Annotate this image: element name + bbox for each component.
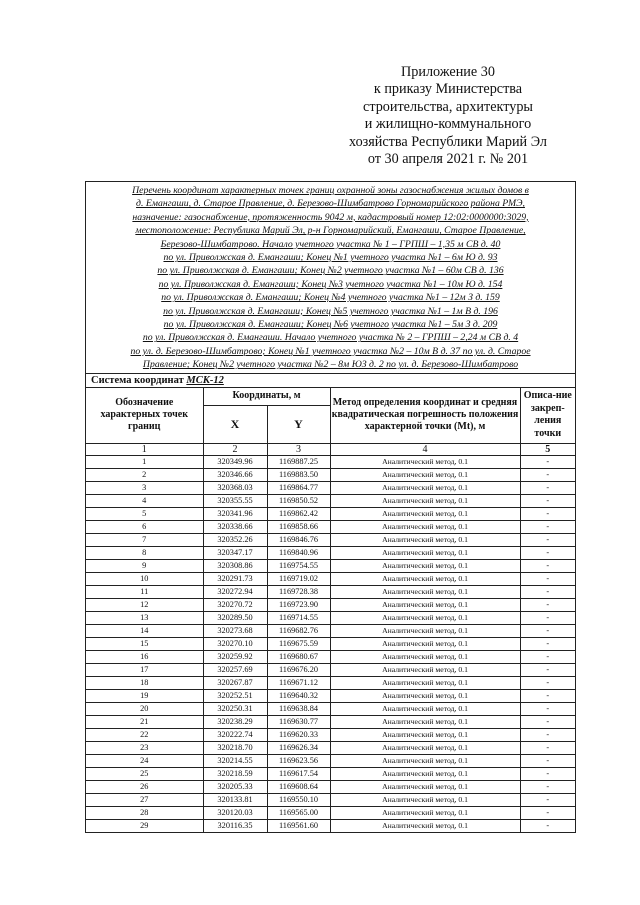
- fixing-description-cell: -: [520, 663, 575, 676]
- method-cell: Аналитический метод, 0.1: [330, 650, 520, 663]
- x-coordinate: 320218.59: [203, 767, 267, 780]
- fixing-description-cell: -: [520, 481, 575, 494]
- y-coordinate: 1169608.64: [267, 780, 330, 793]
- x-coordinate: 320267.87: [203, 676, 267, 689]
- y-coordinate: 1169840.96: [267, 546, 330, 559]
- column-number: 2: [203, 443, 267, 455]
- table-row: [86, 650, 575, 663]
- fixing-description-cell: -: [520, 676, 575, 689]
- y-coordinate: 1169846.76: [267, 533, 330, 546]
- fixing-description-cell: -: [520, 793, 575, 806]
- x-coordinate: 320259.92: [203, 650, 267, 663]
- method-cell: Аналитический метод, 0.1: [330, 611, 520, 624]
- method-cell: Аналитический метод, 0.1: [330, 767, 520, 780]
- x-coordinate: 320272.94: [203, 585, 267, 598]
- method-cell: Аналитический метод, 0.1: [330, 689, 520, 702]
- fixing-description-cell: -: [520, 650, 575, 663]
- table-row: [86, 494, 575, 507]
- y-coordinate: 1169638.84: [267, 702, 330, 715]
- y-coordinate: 1169864.77: [267, 481, 330, 494]
- y-coordinate: 1169550.10: [267, 793, 330, 806]
- table-row: [86, 546, 575, 559]
- table-row: [86, 559, 575, 572]
- header-line: хозяйства Республики Марий Эл: [349, 133, 547, 150]
- table-row: [86, 520, 575, 533]
- y-coordinate: 1169676.20: [267, 663, 330, 676]
- method-cell: Аналитический метод, 0.1: [330, 676, 520, 689]
- description-line: по ул. д. Березово-Шимбатрово; Конец №1 учетного участка №2 – 10м В д. 37 по ул. д. Старое: [130, 345, 531, 357]
- coordinates-table: [86, 388, 575, 832]
- fixing-description-cell: -: [520, 520, 575, 533]
- header-method: Метод определения координат и средняя квадратическая погрешность положения характерной точки (Mt), м: [330, 388, 520, 444]
- description-line: местоположение: Республика Марий Эл, р-н Горномарийский, Емангаши, Старое Правление,: [135, 225, 526, 237]
- y-coordinate: 1169565.00: [267, 806, 330, 819]
- point-number: 27: [86, 793, 203, 806]
- table-row: [86, 455, 575, 468]
- x-coordinate: 320346.66: [203, 468, 267, 481]
- header-line: от 30 апреля 2021 г. № 201: [367, 151, 529, 168]
- y-coordinate: 1169623.56: [267, 754, 330, 767]
- table-row: [86, 689, 575, 702]
- fixing-description-cell: -: [520, 559, 575, 572]
- header-x: X: [203, 405, 267, 443]
- table-row: [86, 741, 575, 754]
- y-coordinate: 1169626.34: [267, 741, 330, 754]
- method-cell: Аналитический метод, 0.1: [330, 481, 520, 494]
- table-row: [86, 806, 575, 819]
- object-description: [86, 182, 575, 374]
- x-coordinate: 320238.29: [203, 715, 267, 728]
- table-row: [86, 754, 575, 767]
- column-number: 3: [267, 443, 330, 455]
- x-coordinate: 320250.31: [203, 702, 267, 715]
- fixing-description-cell: -: [520, 494, 575, 507]
- x-coordinate: 320116.35: [203, 819, 267, 832]
- table-row: [86, 468, 575, 481]
- method-cell: Аналитический метод, 0.1: [330, 559, 520, 572]
- y-coordinate: 1169883.50: [267, 468, 330, 481]
- coordinate-system-value: МСК-12: [186, 374, 224, 386]
- description-line: Правление; Конец №2 учетного участка №2 – 8м ЮЗ д. 2 по ул. д. Березово-Шимбатрово: [142, 359, 519, 371]
- method-cell: Аналитический метод, 0.1: [330, 468, 520, 481]
- header-line: Приложение 30: [401, 64, 495, 80]
- fixing-description-cell: -: [520, 689, 575, 702]
- fixing-description-cell: -: [520, 806, 575, 819]
- header-line: к приказу Министерства: [373, 81, 523, 98]
- point-number: 3: [86, 481, 203, 494]
- x-coordinate: 320257.69: [203, 663, 267, 676]
- x-coordinate: 320222.74: [203, 728, 267, 741]
- fixing-description-cell: -: [520, 455, 575, 468]
- fixing-description-cell: -: [520, 624, 575, 637]
- fixing-description-cell: -: [520, 702, 575, 715]
- table-row: [86, 611, 575, 624]
- point-number: 23: [86, 741, 203, 754]
- point-number: 8: [86, 546, 203, 559]
- x-coordinate: 320270.10: [203, 637, 267, 650]
- y-coordinate: 1169640.32: [267, 689, 330, 702]
- table-row: [86, 533, 575, 546]
- column-number: 4: [330, 443, 520, 455]
- y-coordinate: 1169850.52: [267, 494, 330, 507]
- x-coordinate: 320120.03: [203, 806, 267, 819]
- point-number: 26: [86, 780, 203, 793]
- fixing-description-cell: -: [520, 728, 575, 741]
- point-number: 16: [86, 650, 203, 663]
- method-cell: Аналитический метод, 0.1: [330, 533, 520, 546]
- point-number: 21: [86, 715, 203, 728]
- point-number: 25: [86, 767, 203, 780]
- table-row: [86, 637, 575, 650]
- x-coordinate: 320218.70: [203, 741, 267, 754]
- point-number: 7: [86, 533, 203, 546]
- point-number: 13: [86, 611, 203, 624]
- method-cell: Аналитический метод, 0.1: [330, 819, 520, 832]
- x-coordinate: 320347.17: [203, 546, 267, 559]
- header-line: строительства, архитектуры: [363, 98, 533, 115]
- fixing-description-cell: -: [520, 611, 575, 624]
- x-coordinate: 320214.55: [203, 754, 267, 767]
- point-number: 24: [86, 754, 203, 767]
- fixing-description-cell: -: [520, 546, 575, 559]
- method-cell: Аналитический метод, 0.1: [330, 507, 520, 520]
- table-row: [86, 819, 575, 832]
- method-cell: Аналитический метод, 0.1: [330, 715, 520, 728]
- table-row: [86, 715, 575, 728]
- x-coordinate: 320291.73: [203, 572, 267, 585]
- method-cell: Аналитический метод, 0.1: [330, 546, 520, 559]
- header-fixing-description: Описа-ние закреп-ления точки: [520, 388, 575, 444]
- fixing-description-cell: -: [520, 468, 575, 481]
- column-number: 1: [86, 443, 203, 455]
- y-coordinate: 1169714.55: [267, 611, 330, 624]
- y-coordinate: 1169858.66: [267, 520, 330, 533]
- table-row: [86, 702, 575, 715]
- table-row: [86, 728, 575, 741]
- point-number: 4: [86, 494, 203, 507]
- point-number: 5: [86, 507, 203, 520]
- table-row: [86, 767, 575, 780]
- point-number: 18: [86, 676, 203, 689]
- point-number: 9: [86, 559, 203, 572]
- fixing-description-cell: -: [520, 598, 575, 611]
- x-coordinate: 320205.33: [203, 780, 267, 793]
- table-row: [86, 585, 575, 598]
- table-row: [86, 598, 575, 611]
- y-coordinate: 1169620.33: [267, 728, 330, 741]
- fixing-description-cell: -: [520, 507, 575, 520]
- point-number: 11: [86, 585, 203, 598]
- point-number: 14: [86, 624, 203, 637]
- method-cell: Аналитический метод, 0.1: [330, 624, 520, 637]
- fixing-description-cell: -: [520, 741, 575, 754]
- fixing-description-cell: -: [520, 754, 575, 767]
- table-row: [86, 624, 575, 637]
- x-coordinate: 320368.03: [203, 481, 267, 494]
- x-coordinate: 320308.86: [203, 559, 267, 572]
- method-cell: Аналитический метод, 0.1: [330, 793, 520, 806]
- point-number: 22: [86, 728, 203, 741]
- y-coordinate: 1169561.60: [267, 819, 330, 832]
- method-cell: Аналитический метод, 0.1: [330, 572, 520, 585]
- method-cell: Аналитический метод, 0.1: [330, 663, 520, 676]
- table-row: [86, 572, 575, 585]
- coordinates-frame: [85, 181, 576, 833]
- y-coordinate: 1169887.25: [267, 455, 330, 468]
- y-coordinate: 1169754.55: [267, 559, 330, 572]
- description-line: назначение: газоснабжение, протяженность 9042 м, кадастровый номер 12:02:0000000:3029,: [132, 211, 529, 223]
- y-coordinate: 1169630.77: [267, 715, 330, 728]
- fixing-description-cell: -: [520, 585, 575, 598]
- x-coordinate: 320341.96: [203, 507, 267, 520]
- table-row: [86, 663, 575, 676]
- x-coordinate: 320352.26: [203, 533, 267, 546]
- method-cell: Аналитический метод, 0.1: [330, 520, 520, 533]
- header-line: и жилищно-коммунального: [364, 116, 532, 133]
- description-line: по ул. Приволжская д. Емангаши. Начало учетного участка № 2 – ГРПШ – 2,24 м СВ д. 4: [142, 332, 519, 344]
- y-coordinate: 1169617.54: [267, 767, 330, 780]
- x-coordinate: 320270.72: [203, 598, 267, 611]
- y-coordinate: 1169728.38: [267, 585, 330, 598]
- fixing-description-cell: -: [520, 780, 575, 793]
- point-number: 6: [86, 520, 203, 533]
- x-coordinate: 320349.96: [203, 455, 267, 468]
- description-line: д. Емангаши, д. Старое Правление, д. Березово-Шимбатрово Горномарийского района РМЭ,: [136, 198, 525, 210]
- header-coordinates: Координаты, м: [203, 388, 330, 406]
- method-cell: Аналитический метод, 0.1: [330, 806, 520, 819]
- x-coordinate: 320252.51: [203, 689, 267, 702]
- method-cell: Аналитический метод, 0.1: [330, 754, 520, 767]
- method-cell: Аналитический метод, 0.1: [330, 741, 520, 754]
- y-coordinate: 1169723.90: [267, 598, 330, 611]
- column-number: 5: [520, 443, 575, 455]
- coordinate-system-label: Система координат: [91, 374, 184, 386]
- description-line: по ул. Приволжская д. Емангаши; Конец №6 учетного участка №1 – 5м З д. 209: [163, 319, 498, 331]
- y-coordinate: 1169862.42: [267, 507, 330, 520]
- header-point-designation: Обозначение характерных точек границ: [86, 388, 203, 444]
- description-line: по ул. Приволжская д. Емангаши; Конец №5 учетного участка №1 – 1м В д. 196: [163, 305, 498, 317]
- document-header: [328, 64, 568, 168]
- description-line: Перечень координат характерных точек границ охранной зоны газоснабжения жилых домов в: [132, 185, 529, 196]
- table-row: [86, 507, 575, 520]
- y-coordinate: 1169675.59: [267, 637, 330, 650]
- x-coordinate: 320273.68: [203, 624, 267, 637]
- point-number: 20: [86, 702, 203, 715]
- fixing-description-cell: -: [520, 715, 575, 728]
- x-coordinate: 320133.81: [203, 793, 267, 806]
- method-cell: Аналитический метод, 0.1: [330, 728, 520, 741]
- y-coordinate: 1169719.02: [267, 572, 330, 585]
- table-row: [86, 676, 575, 689]
- fixing-description-cell: -: [520, 533, 575, 546]
- method-cell: Аналитический метод, 0.1: [330, 598, 520, 611]
- point-number: 19: [86, 689, 203, 702]
- coordinate-system: [86, 374, 575, 388]
- point-number: 15: [86, 637, 203, 650]
- header-y: Y: [267, 405, 330, 443]
- description-line: по ул. Приволжская д. Емангаши; Конец №4 учетного участка №1 – 12м З д. 159: [161, 292, 500, 304]
- fixing-description-cell: -: [520, 819, 575, 832]
- point-number: 12: [86, 598, 203, 611]
- point-number: 17: [86, 663, 203, 676]
- x-coordinate: 320355.55: [203, 494, 267, 507]
- fixing-description-cell: -: [520, 637, 575, 650]
- x-coordinate: 320289.50: [203, 611, 267, 624]
- table-row: [86, 793, 575, 806]
- table-row: [86, 481, 575, 494]
- method-cell: Аналитический метод, 0.1: [330, 780, 520, 793]
- method-cell: Аналитический метод, 0.1: [330, 637, 520, 650]
- point-number: 1: [86, 455, 203, 468]
- fixing-description-cell: -: [520, 767, 575, 780]
- description-line: по ул. Приволжская д. Емангаши; Конец №2 учетного участка №1 – 60м СВ д. 136: [157, 265, 504, 277]
- method-cell: Аналитический метод, 0.1: [330, 702, 520, 715]
- method-cell: Аналитический метод, 0.1: [330, 455, 520, 468]
- point-number: 10: [86, 572, 203, 585]
- point-number: 28: [86, 806, 203, 819]
- point-number: 2: [86, 468, 203, 481]
- table-row: [86, 780, 575, 793]
- description-line: по ул. Приволжская д. Емангаши; Конец №3 учетного участка №1 – 10м Ю д. 154: [158, 278, 503, 290]
- y-coordinate: 1169680.67: [267, 650, 330, 663]
- description-line: по ул. Приволжская д. Емангаши; Конец №1 учетного участка №1 – 6м Ю д. 93: [163, 252, 498, 264]
- x-coordinate: 320338.66: [203, 520, 267, 533]
- coordinates-table-body: [86, 455, 575, 832]
- y-coordinate: 1169682.76: [267, 624, 330, 637]
- description-line: Березово-Шимбатрово. Начало учетного участка № 1 – ГРПШ – 1,35 м СВ д. 40: [160, 238, 501, 250]
- point-number: 29: [86, 819, 203, 832]
- y-coordinate: 1169671.12: [267, 676, 330, 689]
- method-cell: Аналитический метод, 0.1: [330, 585, 520, 598]
- fixing-description-cell: -: [520, 572, 575, 585]
- method-cell: Аналитический метод, 0.1: [330, 494, 520, 507]
